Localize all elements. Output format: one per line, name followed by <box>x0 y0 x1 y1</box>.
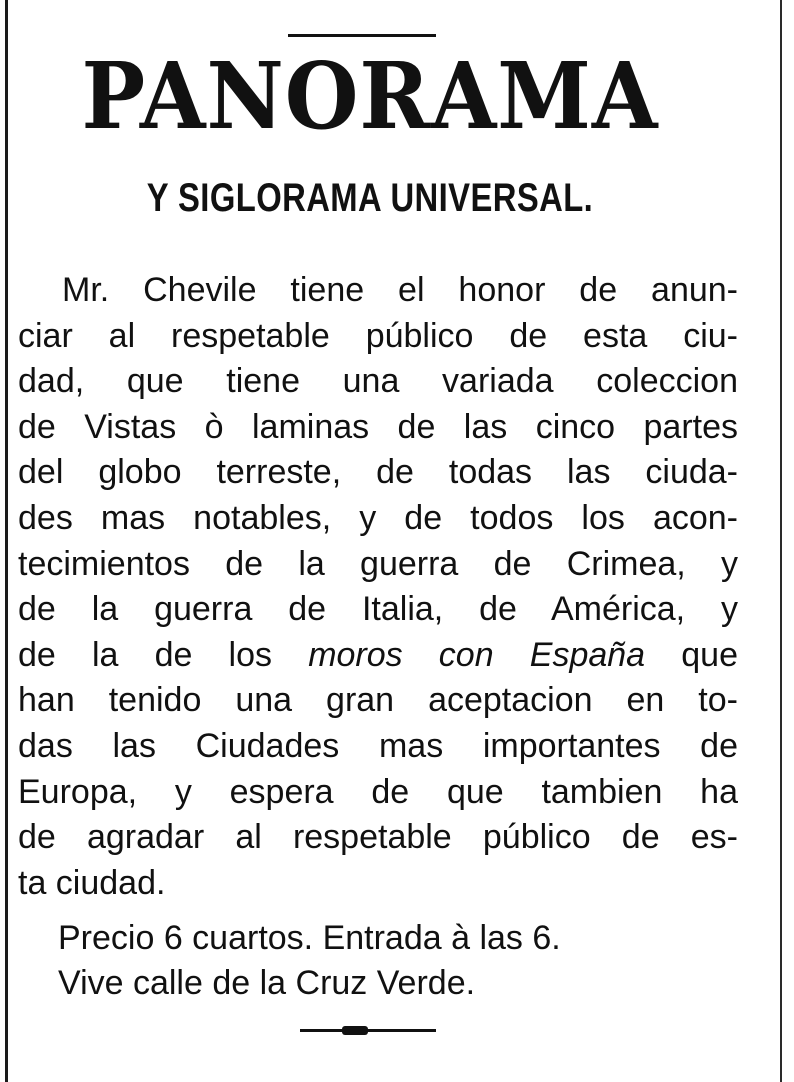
body-line: tecimientos de la guerra de Crimea, y <box>18 544 738 583</box>
price-line: Precio 6 cuartos. Entrada à las 6. <box>58 919 561 957</box>
bottom-ornament-rule <box>300 1026 436 1036</box>
ornament-center-mark <box>342 1026 368 1035</box>
ornament-bar-right <box>368 1029 436 1032</box>
left-column-rule <box>5 0 8 1082</box>
body-line: Europa, y espera de que tambien ha <box>18 772 738 811</box>
body-line: ciar al respetable público de esta ciu- <box>18 316 738 355</box>
body-line: han tenido una gran aceptacion en to- <box>18 681 738 720</box>
body-text-segment: que <box>645 635 738 674</box>
top-divider-rule <box>288 34 436 37</box>
advertisement-title: PANORAMA <box>81 42 659 150</box>
body-line: de Vistas ò laminas de las cinco partes <box>18 407 738 446</box>
advertisement-subtitle: Y SIGLORAMA UNIVERSAL. <box>146 176 594 220</box>
address-line: Vive calle de la Cruz Verde. <box>58 964 476 1002</box>
body-line: ta ciudad. <box>18 863 166 902</box>
body-text-segment: de la de los <box>18 635 309 674</box>
body-line: das las Ciudades mas importantes de <box>18 726 738 765</box>
ornament-bar-left <box>300 1029 342 1032</box>
body-line: dad, que tiene una variada coleccion <box>18 362 738 401</box>
italic-phrase: moros con España <box>308 635 646 674</box>
body-line: Mr. Chevile tiene el honor de anun- <box>62 271 738 309</box>
body-line: des mas notables, y de todos los acon- <box>18 498 738 537</box>
body-line-with-italic <box>18 633 738 679</box>
right-column-edge <box>780 0 782 1082</box>
body-line: de agradar al respetable público de es- <box>18 818 738 857</box>
body-line: de la guerra de Italia, de América, y <box>18 590 738 629</box>
advertisement-body <box>18 268 738 906</box>
advertisement-footer <box>58 916 698 1006</box>
body-line: del globo terreste, de todas las ciuda- <box>18 453 738 492</box>
